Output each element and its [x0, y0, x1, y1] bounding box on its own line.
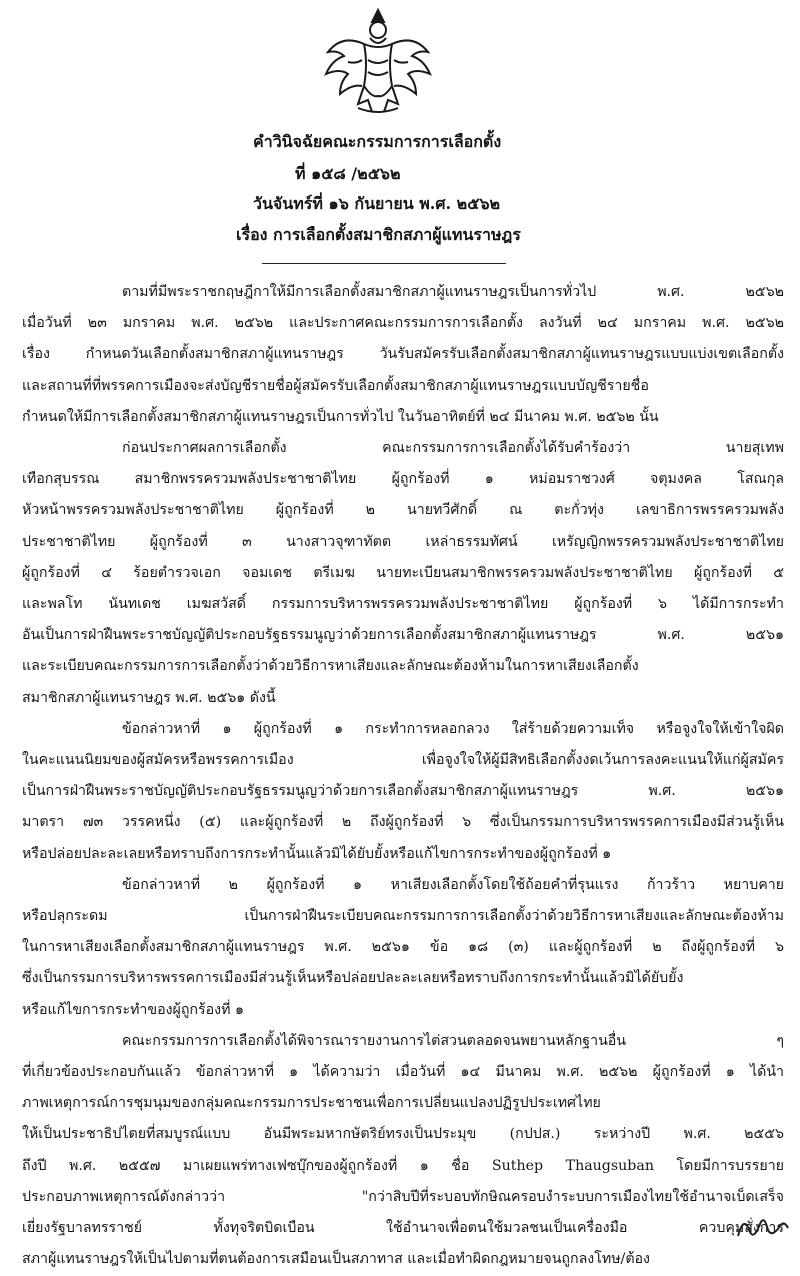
document-subject: เรื่อง การเลือกตั้งสมาชิกสภาผู้แทนราษฎร: [236, 225, 521, 244]
text-line: ข้อกล่าวหาที่ ๒ ผู้ถูกร้องที่ ๑ หาเสียงเลือกตั้งโดยใช้ถ้อยคำที่รุนแรง ก้าวร้าว หยาบคาย: [122, 876, 784, 893]
document-body: [22, 277, 784, 1276]
text-line: เทือกสุบรรณ สมาชิกพรรครวมพลังประชาชาติไทย ผู้ถูกร้องที่ ๑ หม่อมราชวงศ์ จตุมงคล โสณกุล: [22, 471, 784, 488]
text-line: ผู้ถูกร้องที่ ๔ ร้อยตำรวจเอก จอมเดช ตรีเมฆ นายทะเบียนสมาชิกพรรครวมพลังประชาชาติไทย ผู้ถูกร้องที่ ๕: [22, 564, 784, 581]
text-line: และพลโท นันทเดช เมฆสวัสดิ์ กรรมการบริหารพรรครวมพลังประชาชาติไทย ผู้ถูกร้องที่ ๖ ได้มีการกระทำ: [22, 596, 784, 613]
text-line: เยี่ยงรัฐบาลทรราชย์ ทั้งทุจริตบิดเบือน ใช้อำนาจเพื่อตนใช้มวลชนเป็นเครื่องมือ ควบคุมสั่งการ: [22, 1220, 784, 1237]
header-divider: [262, 263, 506, 264]
paragraph-3: [22, 714, 784, 870]
signature-mark: [732, 1206, 792, 1242]
text-line: หรือปล่อยปละละเลยหรือทราบถึงการกระทำนั้นแล้วมิได้ยับยั้งหรือแก้ไขการกระทำของผู้ถูกร้องที่ ๑: [22, 845, 612, 862]
document-number: ที่ ๑๕๘ /๒๕๖๒: [295, 164, 401, 183]
paragraph-2: [22, 433, 784, 714]
text-line: ประชาชาติไทย ผู้ถูกร้องที่ ๓ นางสาวจุฑาทัตต เหล่าธรรมทัศน์ เหรัญญิกพรรครวมพลังประชาชาติไทย: [22, 533, 784, 550]
text-line: ให้เป็นประชาธิปไตยที่สมบูรณ์แบบ อันมีพระมหากษัตริย์ทรงเป็นประมุข (กปปส.) ระหว่างปี พ.ศ. ๒๕๕๖: [22, 1126, 784, 1143]
text-line: ตามที่มีพระราชกฤษฎีกาให้มีการเลือกตั้งสมาชิกสภาผู้แทนราษฎรเป็นการทั่วไป พ.ศ. ๒๕๖๒: [122, 284, 784, 300]
paragraph-5: [22, 1026, 784, 1276]
text-line: เป็นการฝ่าฝืนพระราชบัญญัติประกอบรัฐธรรมนูญว่าด้วยการเลือกตั้งสมาชิกสภาผู้แทนราษฎร พ.ศ. ๒๕๖๑: [22, 783, 784, 800]
document-title: คำวินิจฉัยคณะกรรมการการเลือกตั้ง: [253, 132, 502, 151]
text-line: ถึงปี พ.ศ. ๒๕๕๗ มาเผยแพร่ทางเฟซบุ๊กของผู้ถูกร้องที่ ๑ ชื่อ Suthep Thaugsuban โดยมีการบรรยาย: [22, 1157, 784, 1174]
text-line: สมาชิกสภาผู้แทนราษฎร พ.ศ. ๒๕๖๑ ดังนี้: [22, 689, 276, 706]
text-line: ที่เกี่ยวข้องประกอบกันแล้ว ข้อกล่าวหาที่ ๑ ได้ความว่า เมื่อวันที่ ๑๔ มีนาคม พ.ศ. ๒๕๖๒ ผู้ถูกร้องที่ ๑ ได้นำ: [22, 1064, 784, 1081]
text-line: ประกอบภาพเหตุการณ์ดังกล่าวว่า "กว่าสิบปีที่ระบอบทักษิณครอบงำระบบการเมืองไทยใช้อำนาจเบ็ดเสร็จ: [22, 1188, 784, 1205]
text-line: ในการหาเสียงเลือกตั้งสมาชิกสภาผู้แทนราษฎร พ.ศ. ๒๕๖๑ ข้อ ๑๘ (๓) และผู้ถูกร้องที่ ๒ ถึงผู้ถูกร้องที่ ๖: [22, 939, 784, 956]
text-line: ก่อนประกาศผลการเลือกตั้ง คณะกรรมการการเลือกตั้งได้รับคำร้องว่า นายสุเทพ: [122, 440, 784, 457]
document-date: วันจันทร์ที่ ๑๖ กันยายน พ.ศ. ๒๕๖๒: [253, 194, 501, 213]
text-line: กำหนดให้มีการเลือกตั้งสมาชิกสภาผู้แทนราษฎรเป็นการทั่วไป ในวันอาทิตย์ที่ ๒๔ มีนาคม พ.ศ. ๒๕๖๒ นั้น: [22, 408, 659, 425]
text-line: หรือแก้ไขการกระทำของผู้ถูกร้องที่ ๑: [22, 1001, 244, 1018]
garuda-emblem-icon: [318, 4, 438, 120]
text-line: สภาผู้แทนราษฎรให้เป็นไปตามที่ตนต้องการเสมือนเป็นสภาทาส และเมื่อทำผิดกฎหมายจนถูกลงโทษ/ต้อง: [22, 1251, 650, 1268]
text-line: ซึ่งเป็นกรรมการบริหารพรรคการเมืองมีส่วนรู้เห็นหรือปล่อยปละละเลยหรือทราบถึงการกระทำนั้นแล้วมิได้ยับยั้ง: [22, 970, 684, 987]
text-line: เรื่อง กำหนดวันเลือกตั้งสมาชิกสภาผู้แทนราษฎร วันรับสมัครรับเลือกตั้งสมาชิกสภาผู้แทนราษฎรแบบแบ่งเขตเลือกตั้ง: [22, 346, 784, 363]
text-line: คณะกรรมการการเลือกตั้งได้พิจารณารายงานการไต่สวนตลอดจนพยานหลักฐานอื่น ๆ: [122, 1032, 784, 1049]
text-line: มาตรา ๗๓ วรรคหนึ่ง (๕) และผู้ถูกร้องที่ ๒ ถึงผู้ถูกร้องที่ ๖ ซึ่งเป็นกรรมการบริหารพรรคการเมืองมีส่วนรู้เห็น: [22, 814, 784, 831]
paragraph-1: [22, 277, 784, 433]
text-line: หัวหน้าพรรครวมพลังประชาชาติไทย ผู้ถูกร้องที่ ๒ นายทวีศักดิ์ ณ ตะกั่วทุ่ง เลขาธิการพรรครวมพลัง: [22, 502, 784, 519]
paragraph-4: [22, 870, 784, 1026]
text-line: และสถานที่ที่พรรคการเมืองจะส่งบัญชีรายชื่อผู้สมัครรับเลือกตั้งสมาชิกสภาผู้แทนราษฎรแบบบัญชีรายชื่อ: [22, 377, 649, 394]
text-line: อันเป็นการฝ่าฝืนพระราชบัญญัติประกอบรัฐธรรมนูญว่าด้วยการเลือกตั้งสมาชิกสภาผู้แทนราษฎร พ.ศ. ๒๕๖๑: [22, 627, 784, 644]
text-line: เมื่อวันที่ ๒๓ มกราคม พ.ศ. ๒๕๖๒ และประกาศคณะกรรมการการเลือกตั้ง ลงวันที่ ๒๔ มกราคม พ.ศ. ๒๕๖๒: [22, 315, 784, 332]
text-line: ข้อกล่าวหาที่ ๑ ผู้ถูกร้องที่ ๑ กระทำการหลอกลวง ใส่ร้ายด้วยความเท็จ หรือจูงใจให้เข้าใจผิด: [122, 720, 784, 737]
text-line: หรือปลุกระดม เป็นการฝ่าฝืนระเบียบคณะกรรมการการเลือกตั้งว่าด้วยวิธีการหาเสียงและลักษณะต้องห้าม: [22, 908, 784, 925]
text-line: และระเบียบคณะกรรมการการเลือกตั้งว่าด้วยวิธีการหาเสียงและลักษณะต้องห้ามในการหาเสียงเลือกตั้ง: [22, 658, 639, 675]
text-line: ภาพเหตุการณ์การชุมนุมของกลุ่มคณะกรรมการประชาชนเพื่อการเปลี่ยนแปลงปฏิรูปประเทศไทย: [22, 1095, 601, 1112]
text-line: ในคะแนนนิยมของผู้สมัครหรือพรรคการเมือง เพื่อจูงใจให้ผู้มีสิทธิเลือกตั้งงดเว้นการลงคะแนนให้แก่ผู้สมัคร: [22, 752, 784, 769]
